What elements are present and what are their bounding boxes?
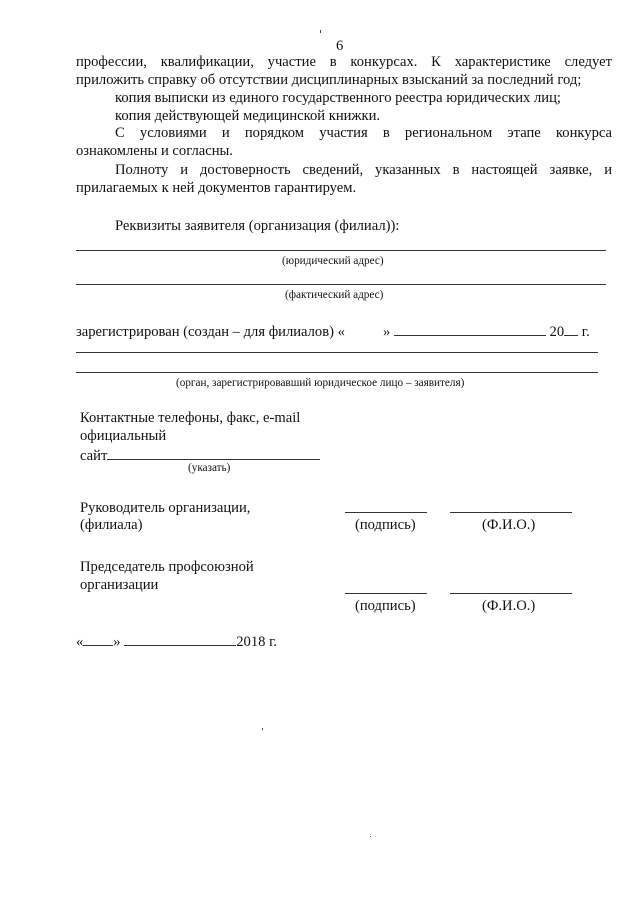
date-month-field[interactable] xyxy=(124,632,236,646)
date-line xyxy=(76,632,277,651)
requisites-title: Реквизиты заявителя (организация (филиал)): xyxy=(115,218,400,234)
head-title-line-1: Руководитель организации, xyxy=(80,500,251,516)
registered-year-suffix: г. xyxy=(581,324,590,340)
union-sign-caption: (подпись) xyxy=(355,598,416,614)
union-title-line-1: Председатель профсоюзной xyxy=(80,559,254,575)
legal-address-line[interactable] xyxy=(76,250,606,251)
date-year: 2018 г. xyxy=(236,634,278,650)
contacts-site-field[interactable] xyxy=(107,446,320,460)
union-title-line-2: организации xyxy=(80,577,159,593)
registered-month-field[interactable] xyxy=(394,322,546,336)
contacts-site-label: сайт xyxy=(80,448,108,464)
body-line-5: С условиями и порядком участия в региональном этапе конкурса xyxy=(115,125,612,141)
body-line-8: прилагаемых к ней документов гарантируем. xyxy=(76,180,357,196)
registered-line xyxy=(76,322,590,341)
body-line-4: копия действующей медицинской книжки. xyxy=(115,108,381,124)
registered-year-field[interactable] xyxy=(564,322,578,336)
date-open-quote: « xyxy=(76,634,84,650)
registered-year-prefix: 20 xyxy=(549,324,565,340)
head-sign-line[interactable] xyxy=(345,512,427,513)
registered-quote-close: » xyxy=(382,324,391,340)
contacts-caption: (указать) xyxy=(188,462,231,474)
head-sign-caption: (подпись) xyxy=(355,517,416,533)
registered-day-field[interactable] xyxy=(345,323,383,336)
date-close-quote: » xyxy=(113,634,121,650)
head-title-line-2: (филиала) xyxy=(80,517,143,533)
head-name-line[interactable] xyxy=(450,512,572,513)
body-line-3: копия выписки из единого государственного реестра юридических лиц; xyxy=(115,90,561,106)
page-number: 6 xyxy=(336,38,344,54)
body-line-7: Полноту и достоверность сведений, указанных в настоящей заявке, и xyxy=(115,162,612,178)
scan-speck xyxy=(370,836,371,837)
registrar-caption: (орган, зарегистрировавший юридическое лицо – заявителя) xyxy=(176,377,465,389)
registered-prefix: зарегистрирован (создан – для филиалов) « xyxy=(76,324,345,340)
legal-address-caption: (юридический адрес) xyxy=(282,255,384,267)
actual-address-line[interactable] xyxy=(76,284,606,285)
body-line-6: ознакомлены и согласны. xyxy=(76,143,233,159)
body-line-1: профессии, квалификации, участие в конкурсах. К характеристике следует xyxy=(76,54,612,70)
registrar-line-2[interactable] xyxy=(76,372,598,373)
registrar-line-1[interactable] xyxy=(76,352,598,353)
scan-speck xyxy=(320,30,321,33)
scan-speck xyxy=(262,728,263,730)
date-day-field[interactable] xyxy=(83,632,113,646)
head-name-caption: (Ф.И.О.) xyxy=(482,517,536,533)
union-name-caption: (Ф.И.О.) xyxy=(482,598,536,614)
union-name-line[interactable] xyxy=(450,593,572,594)
contacts-line-2: официальный xyxy=(80,428,167,444)
actual-address-caption: (фактический адрес) xyxy=(285,289,384,301)
union-sign-line[interactable] xyxy=(345,593,427,594)
contacts-line-1: Контактные телефоны, факс, e-mail xyxy=(80,410,301,426)
body-line-2: приложить справку об отсутствии дисциплинарных взысканий за последний год; xyxy=(76,72,582,88)
